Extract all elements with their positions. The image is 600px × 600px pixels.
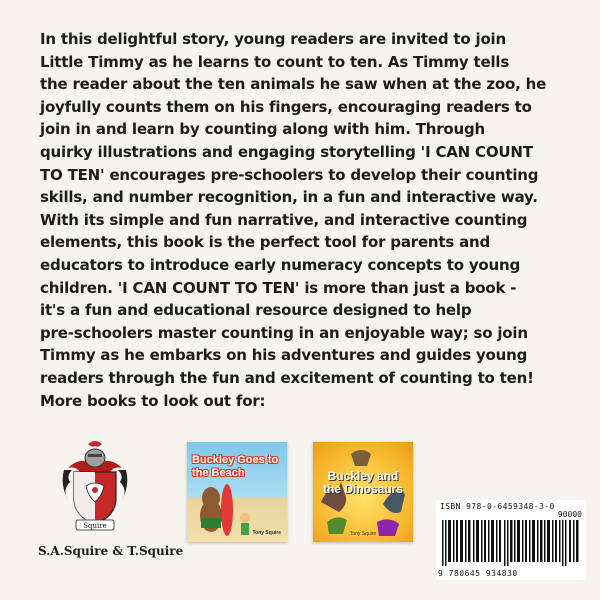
- crest-motto: Squire: [83, 522, 107, 530]
- blurb-line: join in and learn by counting along with him. Through: [40, 120, 486, 139]
- book-author: Tony Squire: [252, 530, 281, 536]
- coat-of-arms-icon: [58, 440, 132, 532]
- isbn-barcode: [436, 500, 586, 580]
- book-thumbnail-beach[interactable]: [187, 442, 287, 542]
- beach-illustration-icon: [187, 442, 287, 542]
- blurb-line: Little Timmy as he learns to count to ten. As Timmy tells: [40, 52, 510, 71]
- ean-digits: 9 780645 934830: [438, 569, 518, 578]
- book-author: Tony Squire: [349, 531, 377, 537]
- blurb-line: Timmy as he embarks on his adventures and guides young: [40, 346, 528, 365]
- back-cover-blurb: [40, 28, 580, 412]
- blurb-line: pre-schoolers master counting in an enjoyable way; so join: [40, 323, 528, 342]
- blurb-line: readers through the fun and excitement of counting to ten!: [40, 368, 534, 387]
- isbn-text: ISBN 978-0-6459348-3-0: [440, 502, 555, 511]
- barcode-bars-icon: [442, 520, 580, 566]
- blurb-line: the reader about the ten animals he saw when at the zoo, he: [40, 75, 547, 94]
- author-credit: S.A.Squire & T.Squire: [38, 544, 184, 558]
- blurb-line: TO TEN' encourages pre-schoolers to develop their counting: [40, 165, 539, 184]
- blurb-line: In this delightful story, young readers are invited to join: [40, 30, 506, 48]
- blurb-line: elements, this book is the perfect tool for parents and: [40, 233, 491, 252]
- blurb-line: joyfully counts them on his fingers, encouraging readers to: [40, 97, 532, 116]
- price-code: 90000: [557, 510, 582, 519]
- blurb-line: skills, and number recognition, in a fun and interactive way.: [40, 188, 538, 207]
- blurb-line: More books to look out for:: [40, 391, 266, 410]
- book-title: Buckley and the Dinosaurs: [322, 469, 403, 496]
- book-thumbnail-dinosaurs[interactable]: [313, 442, 413, 542]
- blurb-line: With its simple and fun narrative, and interactive counting: [40, 210, 528, 229]
- book-title: Buckley Goes to the Beach: [192, 454, 279, 479]
- blurb-line: children. 'I CAN COUNT TO TEN' is more than just a book -: [40, 278, 517, 297]
- blurb-line: quirky illustrations and engaging storytelling 'I CAN COUNT: [40, 142, 533, 161]
- blurb-line: it's a fun and educational resource designed to help: [40, 301, 472, 320]
- blurb-line: educators to introduce early numeracy concepts to young: [40, 255, 521, 274]
